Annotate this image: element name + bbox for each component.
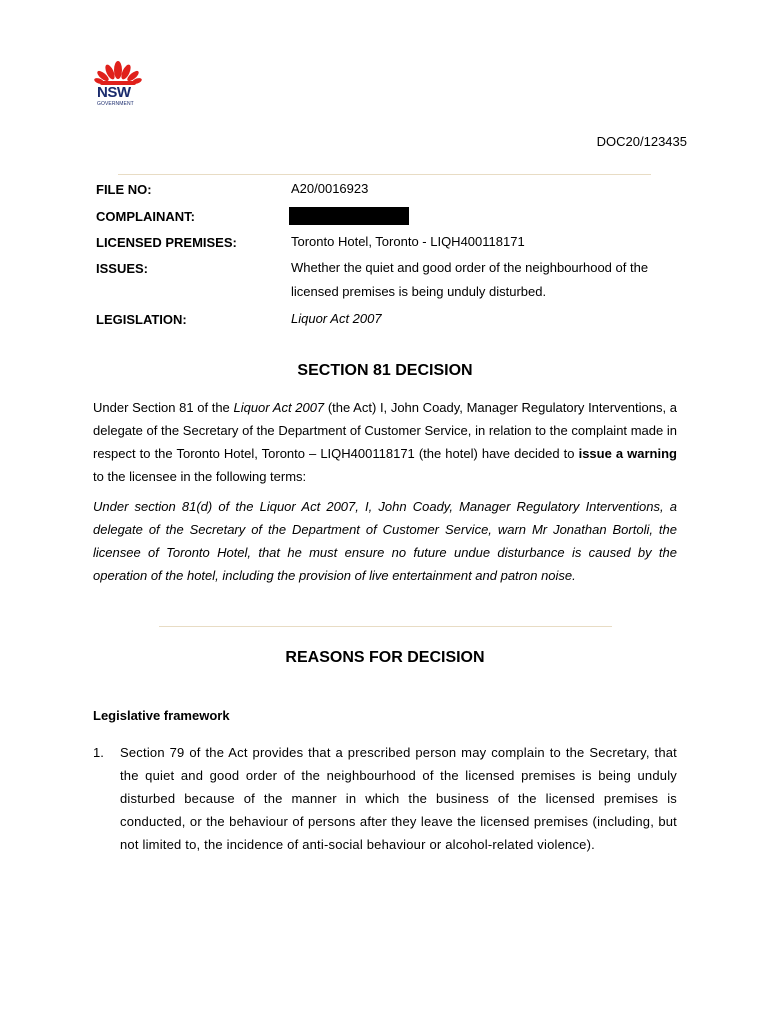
issues-label: ISSUES: [96, 261, 149, 276]
section-title: SECTION 81 DECISION [297, 362, 473, 379]
intro-emphasis: issue a warning [578, 446, 677, 461]
divider [159, 626, 612, 627]
list-item [93, 741, 677, 856]
licensed-premises-value: Toronto Hotel, Toronto - LIQH400118171 [291, 234, 525, 249]
subsection-heading: Legislative framework [93, 708, 230, 723]
intro-text-c: to the licensee in the following terms: [93, 469, 307, 484]
nsw-government-logo [94, 60, 144, 110]
licensed-premises-label: LICENSED PREMISES: [96, 235, 237, 250]
redacted-block [289, 207, 409, 225]
file-no-value: A20/0016923 [291, 181, 369, 196]
file-no-label: FILE NO: [96, 182, 152, 197]
intro-paragraph [93, 396, 677, 488]
legislation-label: LEGISLATION: [96, 312, 187, 327]
document-reference: DOC20/123435 [596, 134, 687, 149]
list-item-number: 1. [93, 745, 104, 760]
divider [118, 174, 651, 175]
intro-act-name: Liquor Act 2007 [233, 400, 325, 415]
complainant-label: COMPLAINANT: [96, 209, 195, 224]
reasons-title: REASONS FOR DECISION [285, 649, 485, 666]
warning-paragraph [93, 495, 677, 587]
intro-text-b: (the Act) I, John Coady, Manager Regulatory Interventions, a delegate of the Secretary of the Department of Customer Service, in relation to the complaint made in respect to the Toronto Hotel, Toronto – LIQH400118171 (the hotel) have decided to [93, 400, 678, 461]
logo-text: NSW [97, 84, 131, 101]
list-item-text: Section 79 of the Act provides that a prescribed person may complain to the Secretary, that the quiet and good order of the neighbourhood of the licensed premises is being unduly disturbed because of the manner in which the business of the licensed premises is conducted, or the behaviour of persons after they leave the licensed premises (including, but not limited to, the incidence of anti-social behaviour or alcohol-related violence). [120, 745, 677, 852]
intro-text-a: Under Section 81 of the [93, 400, 234, 415]
legislation-value: Liquor Act 2007 [291, 311, 382, 326]
warning-text: Under section 81(d) of the Liquor Act 2007, I, John Coady, Manager Regulatory Interventions, a delegate of the Secretary of the Department of Customer Service, warn Mr Jonathan Bortoli, the licensee of Toronto Hotel, that he must ensure no future undue disturbance is caused by the operation of the hotel, including the provision of live entertainment and patron noise. [93, 499, 677, 583]
issues-value: Whether the quiet and good order of the neighbourhood of the licensed premises is being unduly disturbed. [291, 260, 649, 299]
logo-subtext: GOVERNMENT [97, 101, 134, 107]
